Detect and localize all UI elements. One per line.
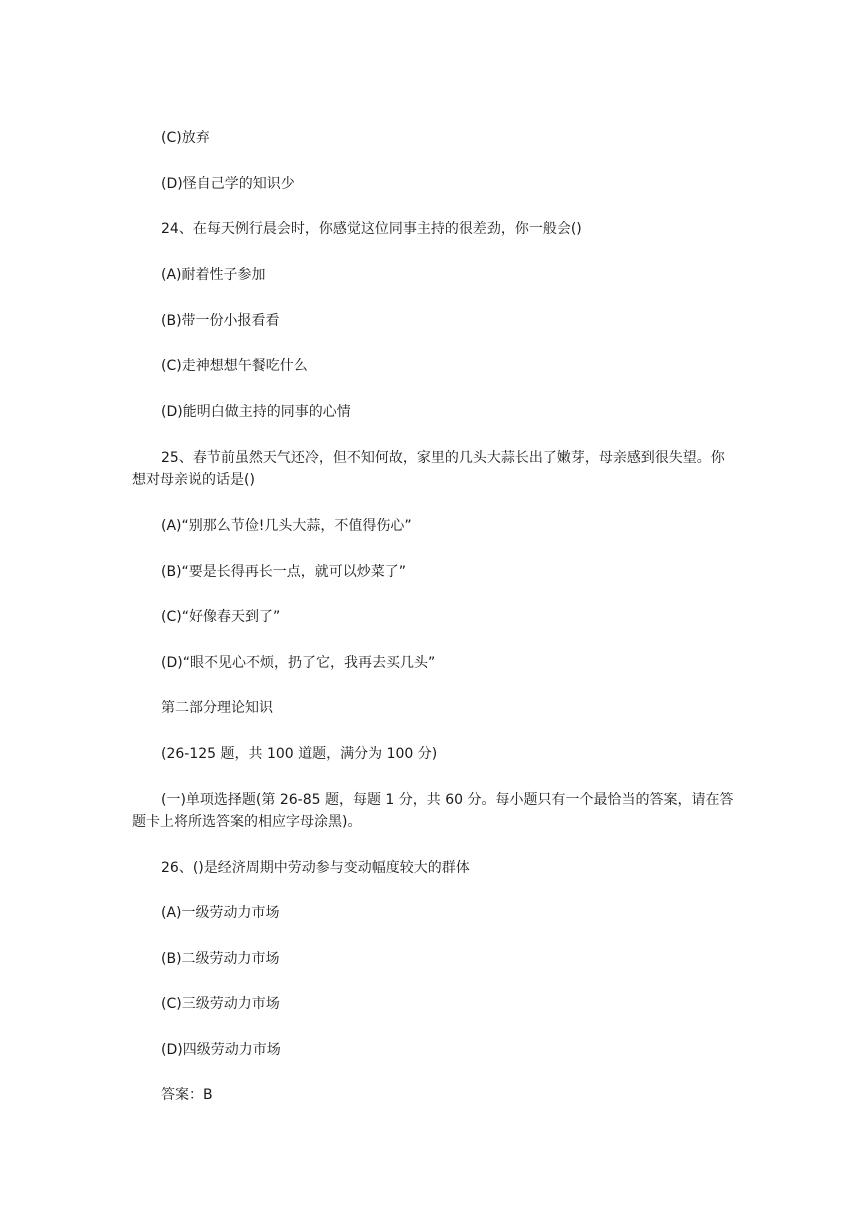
option-b-q24: (B)带一份小报看看	[161, 313, 280, 329]
option-a-q24: (A)耐着性子参加	[161, 267, 266, 283]
section-heading: 第二部分理论知识	[161, 700, 273, 716]
option-d-q23: (D)怪自己学的知识少	[161, 176, 295, 192]
option-c-q23: (C)放弃	[161, 130, 210, 146]
option-d-q25: (D)“眼不见心不烦，扔了它，我再去买几头”	[161, 655, 436, 671]
option-c-q26: (C)三级劳动力市场	[161, 996, 280, 1012]
question-25: 25、春节前虽然天气还冷，但不知何故，家里的几头大蒜长出了嫩芽，母亲感到很失望。你想对母亲说的话是()	[132, 450, 725, 488]
option-b-q25: (B)“要是长得再长一点，就可以炒菜了”	[161, 564, 407, 580]
subsection-instructions: (一)单项选择题(第 26-85 题，每题 1 分，共 60 分。每小题只有一个最恰当的答案，请在答题卡上将所选答案的相应字母涂黑)。	[132, 792, 734, 830]
question-26: 26、()是经济周期中劳动参与变动幅度较大的群体	[161, 860, 470, 876]
question-24: 24、在每天例行晨会时，你感觉这位同事主持的很差劲，你一般会()	[161, 221, 582, 237]
option-b-q26: (B)二级劳动力市场	[161, 951, 280, 967]
option-c-q24: (C)走神想想午餐吃什么	[161, 358, 308, 374]
option-c-q25: (C)“好像春天到了”	[161, 609, 281, 625]
section-note: (26-125 题，共 100 道题，满分为 100 分)	[161, 746, 438, 762]
answer-q26: 答案：B	[161, 1087, 213, 1103]
option-a-q25: (A)“别那么节俭!几头大蒜，不值得伤心”	[161, 518, 412, 534]
option-d-q26: (D)四级劳动力市场	[161, 1042, 281, 1058]
option-a-q26: (A)一级劳动力市场	[161, 905, 280, 921]
option-d-q24: (D)能明白做主持的同事的心情	[161, 404, 351, 420]
